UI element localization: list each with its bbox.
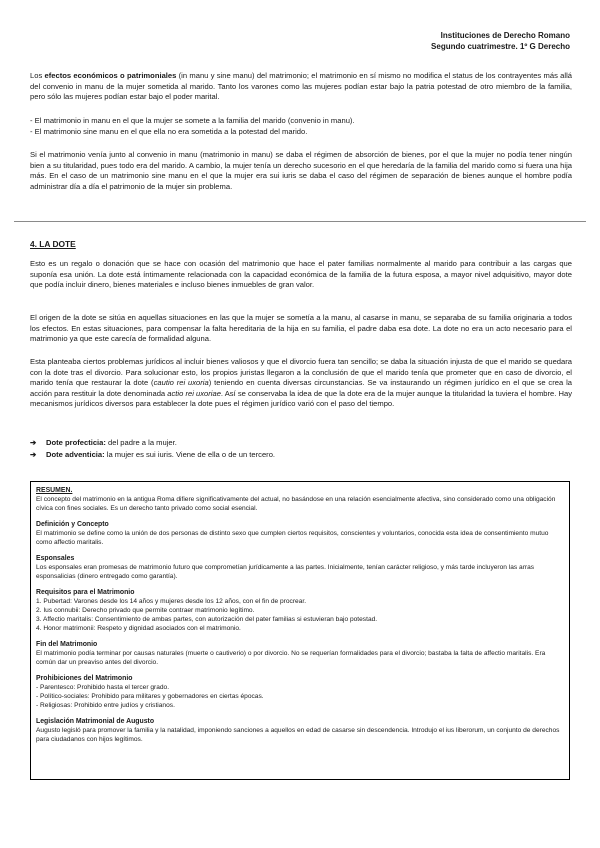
section-divider xyxy=(14,221,586,222)
term-label: Segundo cuatrimestre. 1º G Derecho xyxy=(431,42,570,51)
requisitos-list xyxy=(36,597,564,633)
intro-bullet: - El matrimonio sine manu en el que ella no era sometida a la potestad del marido. xyxy=(30,126,308,136)
summary-block-text: Los esponsales eran promesas de matrimonio futuro que comprometían jurídicamente a las partes. Inicialmente, tenían carácter religioso, y más tarde incluyeron las arras esponsalicias (dinero entregado como garantía). xyxy=(36,564,535,580)
dote-desc: la mujer es sui iuris. Viene de ella o de un tercero. xyxy=(104,450,276,459)
intro-regimen-paragraph: Si el matrimonio venía junto al convenio in manu (matrimonio in manu) se daba el régimen de absorción de bienes, por el que la mujer no podía tener ningún bien a su titularidad, pues todo era del marido. A cambio, la mujer tenía un derecho sucesorio en el que heredaría de la familia del marido como si fuera una hija más. En el caso de un matrimonio sine manu en el que la mujer era sui iuris se daba el caso del régimen de separación de bienes aunque el hombre podía administrar día a día el patrimonio de la mujer sin problema. xyxy=(30,150,572,191)
augusto-title: Legislación Matrimonial de Augusto xyxy=(36,718,155,725)
list-item xyxy=(30,449,570,461)
summary-block-text: El matrimonio se define como la unión de dos personas de distinto sexo que cumplen ciertos requisitos, conscientes y voluntarios, conocida esta idea de consentimiento mutuo como affectio maritalis. xyxy=(36,530,549,546)
p3-term-actio: actio rei uxoriae xyxy=(167,388,221,398)
list-item: 3. Affectio maritalis: Consentimiento de ambas partes, con autorización del pater familias si estuvieran bajo potestad. xyxy=(36,616,378,623)
list-item: - Parentesco: Prohibido hasta el tercer grado. xyxy=(36,684,170,691)
fin-text: El matrimonio podía terminar por causas naturales (muerte o cautiverio) o por divorcio. No se requerían formalidades para el divorcio; bastaba la falta de affectio maritalis. Era común dar un preaviso antes del divorcio. xyxy=(36,650,546,666)
dote-paragraph-3 xyxy=(30,357,572,410)
intro-lead: Los xyxy=(30,71,45,80)
p3-part-b: ) teniendo en cuenta diversas circunstancias. Se va instaurando un régimen jurídico en el que se crea la acción para restituir la dote denominada xyxy=(30,378,572,398)
summary-heading: RESUMEN. xyxy=(36,487,73,494)
list-item: 4. Honor matrimonii: Respeto y dignidad asociados con el matrimonio. xyxy=(36,625,241,632)
dote-term: Dote adventicia: xyxy=(46,450,105,459)
p3-term-cautio: cautio rei uxoria xyxy=(153,378,209,388)
dote-desc: del padre a la mujer. xyxy=(105,438,177,447)
list-item: 2. Ius connubii: Derecho privado que permite contraer matrimonio legítimo. xyxy=(36,607,255,614)
summary-block-title: Esponsales xyxy=(36,555,75,562)
list-item-text xyxy=(46,437,177,449)
list-item: 1. Pubertad: Varones desde los 14 años y mujeres desde los 12 años, con el fin de procrear. xyxy=(36,598,307,605)
intro-bullets xyxy=(30,116,572,137)
summary-box xyxy=(30,481,570,780)
p3-part-a: Esta planteaba ciertos problemas jurídicos al incluir bienes valiosos y que el divorcio fuera tan sencillo; se daba la situación injusta de que el marido se quedara con la dote tras el divorcio. Para solucionar esto, los propios juristas llegaron a la conclusión de que el marido tenía que prometer que en caso de divorcio, el marido tenía que restaurar la dote ( xyxy=(30,357,572,388)
intro-paragraph xyxy=(30,71,572,103)
summary-intro: El concepto del matrimonio en la antigua Roma difiere significativamente del actual, no basándose en una relación esencialmente afectiva, sino considerado como una obligación cívica con fines sociales. Es un derecho tanto privado como social esencial. xyxy=(36,496,556,512)
prohibiciones-list xyxy=(36,683,564,710)
summary-block-title: Definición y Concepto xyxy=(36,521,109,528)
dote-term: Dote profecticia: xyxy=(46,438,106,447)
intro-lead-rest: (in manu y sine manu) del matrimonio; el matrimonio en sí mismo no modifica el status de los contrayentes más allá del convenio in manu de la mujer sometida al marido. Tanto los varones como las mujeres podían estar bajo la patria potestad de otro miembro de la familia, pero sólo las mujeres podían estar bajo el poder marital. xyxy=(30,71,572,102)
section-title: 4. LA DOTE xyxy=(30,239,76,249)
arrow-icon: ➔ xyxy=(30,450,37,459)
dote-paragraph-2: El origen de la dote se sitúa en aquellas situaciones en las que la mujer se sometía a la manu, al casarse in manu, se separaba de su familia originaria a todos los efectos. En estas situaciones, para compensar la falta hereditaria de la hija en su familia, el padre daba esa dote. La dote no era un acto necesario para el matrimonio ya que este carecía de formalidad alguna. xyxy=(30,313,572,344)
list-item: - Político-sociales: Prohibido para militares y gobernadores en ciertas épocas. xyxy=(36,693,264,700)
intro-bullet: - El matrimonio in manu en el que la mujer se somete a la familia del marido (convenio in manu). xyxy=(30,116,355,125)
course-title: Instituciones de Derecho Romano xyxy=(440,31,570,40)
list-item xyxy=(30,437,570,449)
dote-paragraph-1: Esto es un regalo o donación que se hace con ocasión del matrimonio que hace el pater familias normalmente al marido para contribuir a las cargas que suponía esa unión. La dote está íntimamente relacionada con la capacidad económica de la familia de la futura esposa, a mayor nivel adquisitivo, mayor dote que podía incluir dinero, bienes materiales e incluso bienes inmuebles de gran valor. xyxy=(30,259,572,290)
p3-part-c: . Así se conservaba la idea de que la dote era de la mujer aunque la titularidad la tuviera el hombre. Hay mecanismos jurídicos diversos para establecer la dote pues el régimen jurídico varió con el paso del tiempo. xyxy=(30,388,572,409)
arrow-icon: ➔ xyxy=(30,438,37,447)
requisitos-title: Requisitos para el Matrimonio xyxy=(36,589,135,596)
document-header xyxy=(431,30,570,52)
fin-title: Fin del Matrimonio xyxy=(36,641,98,648)
augusto-text: Augusto legisló para promover la familia y la natalidad, imponiendo sanciones a aquellos en edad de casarse sin descendencia. Introdujo el ius liberorum, un conjunto de derechos para ciudadanos con hijos legítimos. xyxy=(36,727,560,743)
prohibiciones-title: Prohibiciones del Matrimonio xyxy=(36,675,133,682)
list-item-text xyxy=(46,449,275,461)
intro-lead-bold: efectos económicos o patrimoniales xyxy=(44,71,177,80)
dote-types-list xyxy=(30,437,570,461)
list-item: - Religiosas: Prohibido entre judíos y cristianos. xyxy=(36,702,175,709)
